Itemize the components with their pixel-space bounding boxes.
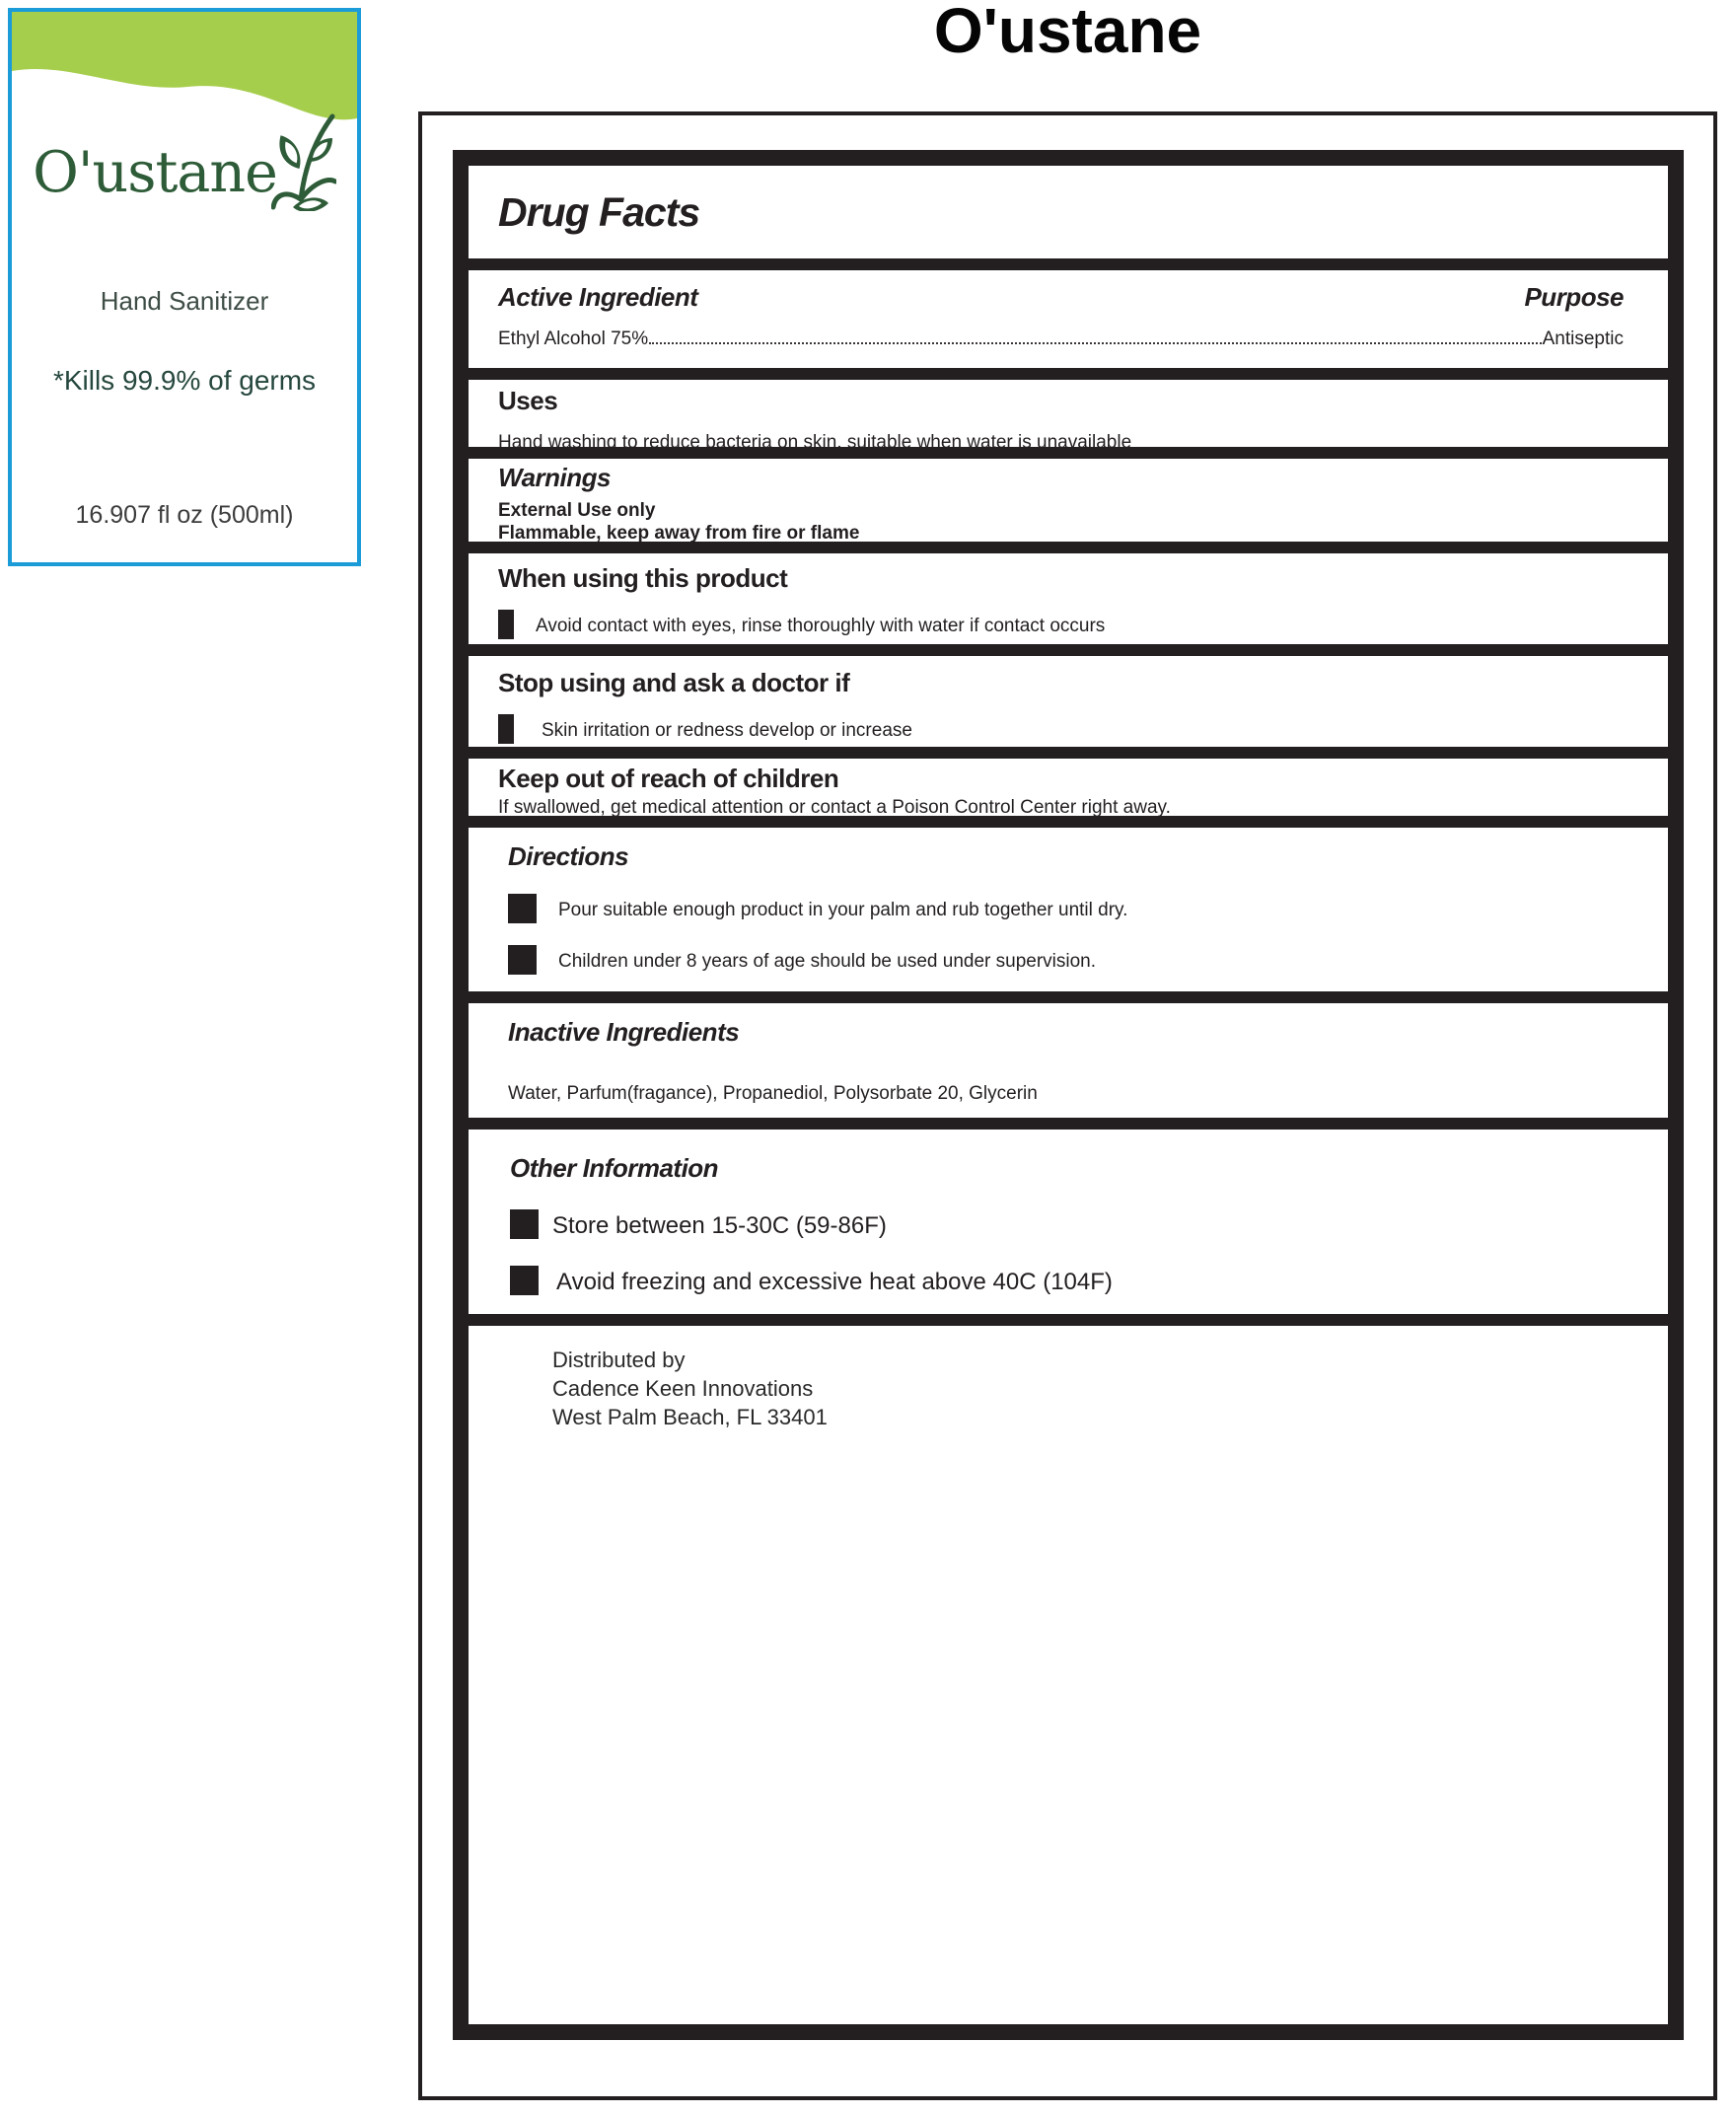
purpose-value: Antiseptic	[1542, 328, 1624, 349]
active-ingredient-heading: Active Ingredient	[498, 282, 698, 312]
uses-heading: Uses	[498, 386, 558, 415]
section-when-using	[469, 553, 1668, 644]
square-bullet-icon	[498, 610, 514, 639]
page-title: O'ustane	[933, 0, 1202, 66]
brand-logo-text: O'ustane	[33, 139, 277, 205]
uses-text: Hand washing to reduce bacteria on skin, suitable when water is unavailable	[498, 432, 1132, 453]
warnings-heading: Warnings	[498, 463, 611, 492]
leaf-icon	[271, 112, 336, 211]
section-warnings	[469, 459, 1668, 542]
section-uses	[469, 380, 1668, 453]
stop-using-bullet-text: Skin irritation or redness develop or increase	[542, 720, 912, 741]
drug-facts-heading: Drug Facts	[498, 188, 700, 235]
brand-logo	[12, 118, 357, 227]
section-active-ingredient	[469, 270, 1668, 368]
warnings-line: External Use only	[498, 500, 656, 521]
square-bullet-icon	[510, 1209, 539, 1239]
purpose-heading: Purpose	[1524, 282, 1624, 312]
section-keep-out-of-reach	[469, 759, 1668, 816]
inactive-ingredients-heading: Inactive Ingredients	[508, 1017, 740, 1047]
when-using-bullet-text: Avoid contact with eyes, rinse thoroughly with water if contact occurs	[536, 616, 1106, 636]
section-distributor	[469, 1326, 1668, 2024]
distributor-line: West Palm Beach, FL 33401	[552, 1405, 828, 1429]
bullet-item	[510, 1266, 1624, 1296]
when-using-heading: When using this product	[498, 563, 788, 593]
keep-out-text: If swallowed, get medical attention or contact a Poison Control Center right away.	[498, 797, 1171, 818]
product-name: Hand Sanitizer	[100, 286, 269, 316]
keep-out-heading: Keep out of reach of children	[498, 764, 839, 793]
green-wave-decoration	[12, 12, 357, 122]
bullet-item	[508, 894, 1624, 923]
section-inactive-ingredients	[469, 1003, 1668, 1118]
other-information-heading: Other Information	[510, 1153, 719, 1183]
directions-heading: Directions	[508, 841, 629, 871]
stop-using-heading: Stop using and ask a doctor if	[498, 668, 850, 697]
square-bullet-icon	[508, 945, 537, 975]
drug-facts-panel	[453, 150, 1684, 2040]
distributor-line: Distributed by	[552, 1348, 686, 1372]
distributor-line: Cadence Keen Innovations	[552, 1376, 814, 1401]
bullet-item	[508, 945, 1624, 975]
square-bullet-icon	[508, 894, 537, 923]
directions-bullet-text: Pour suitable enough product in your palm and rub together until dry.	[558, 900, 1128, 920]
bullet-item	[510, 1209, 1624, 1240]
inactive-ingredients-text: Water, Parfum(fragance), Propanediol, Polysorbate 20, Glycerin	[508, 1083, 1038, 1104]
square-bullet-icon	[498, 714, 514, 744]
brand-label-panel	[8, 8, 361, 566]
square-bullet-icon	[510, 1266, 539, 1295]
bullet-item	[498, 610, 1624, 639]
section-other-information	[469, 1130, 1668, 1314]
section-drug-facts-title	[469, 166, 1668, 258]
section-stop-using	[469, 656, 1668, 747]
net-contents: 16.907 fl oz (500ml)	[75, 501, 294, 529]
bullet-item	[498, 714, 1624, 744]
directions-bullet-text: Children under 8 years of age should be used under supervision.	[558, 951, 1097, 972]
dotted-leader	[649, 342, 1542, 344]
section-directions	[469, 828, 1668, 991]
warnings-line: Flammable, keep away from fire or flame	[498, 523, 860, 544]
other-info-bullet-text: Avoid freezing and excessive heat above 40C (104F)	[556, 1269, 1113, 1295]
other-info-bullet-text: Store between 15-30C (59-86F)	[552, 1212, 887, 1239]
kills-germs-claim: *Kills 99.9% of germs	[52, 365, 317, 396]
active-ingredient-value: Ethyl Alcohol 75%	[498, 328, 649, 349]
